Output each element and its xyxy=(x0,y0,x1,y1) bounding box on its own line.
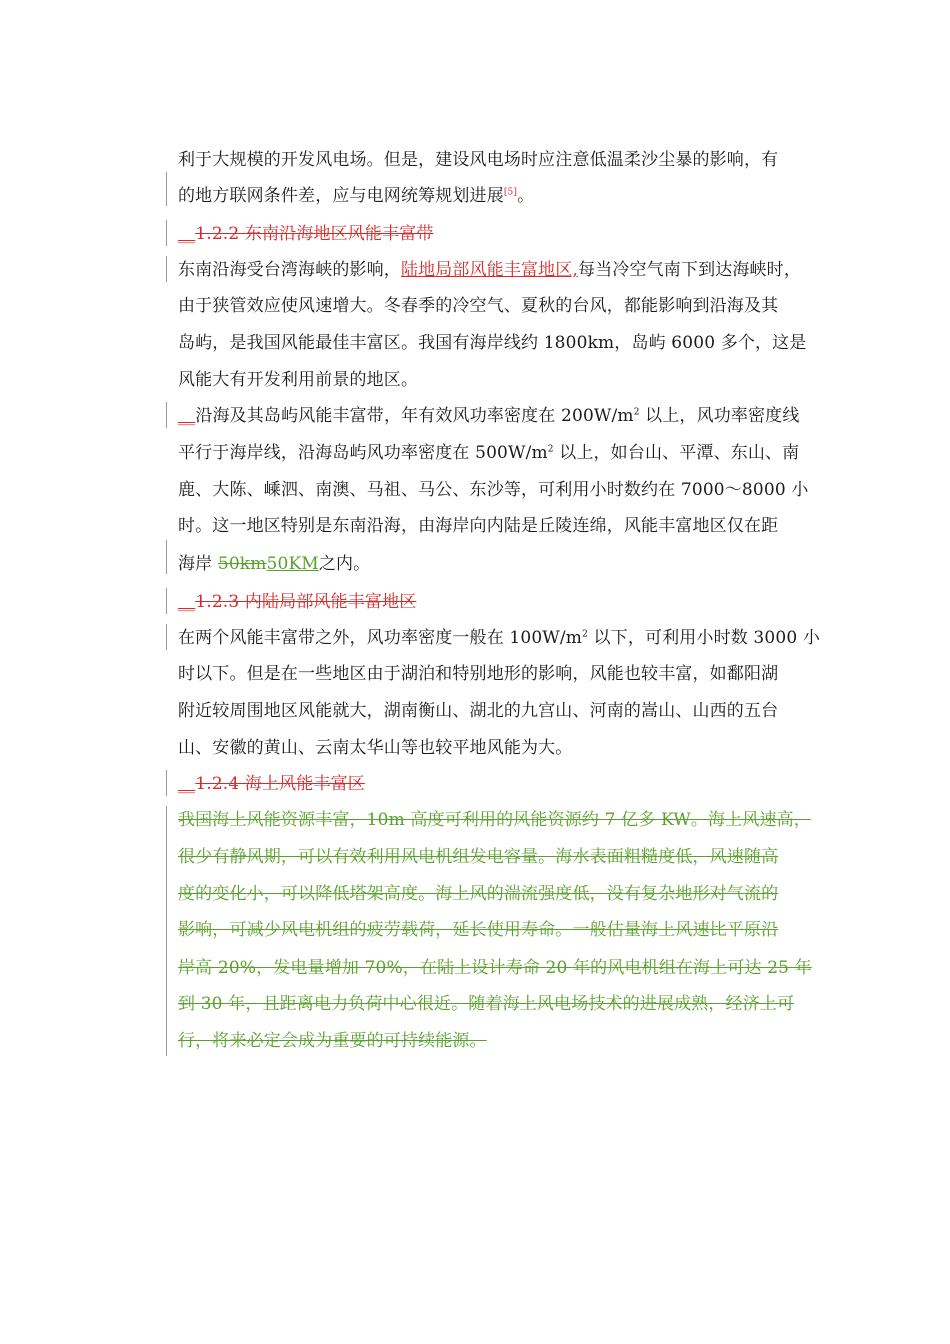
inserted-text: 陆地 xyxy=(400,260,436,280)
paragraph-line: 风能大有开发利用前景的地区。 xyxy=(178,370,419,390)
inserted-text: 局部风能丰富地区, xyxy=(435,260,579,280)
superscript: 2 xyxy=(633,407,640,418)
heading-1-2-3 xyxy=(178,592,868,612)
paragraph-line xyxy=(178,260,868,280)
text-run: 以上，如台山、平潭、东山、南 xyxy=(553,443,800,463)
heading-1-2-2 xyxy=(178,224,868,244)
deleted-paragraph-line: 岸高 20%，发电量增加 70%，在陆上设计寿命 20 年的风电机组在海上可达 25 年 xyxy=(178,958,812,978)
change-bar xyxy=(166,588,167,614)
change-bar xyxy=(166,402,167,428)
change-mark: __ xyxy=(178,774,196,794)
paragraph-line: 鹿、大陈、嵊泗、南澳、马祖、马公、东沙等，可利用小时数约在 7000～8000 小 xyxy=(178,480,809,500)
heading-1-2-4 xyxy=(178,774,868,794)
paragraph-line: 由于狭管效应使风速增大。冬春季的冷空气、夏秋的台风，都能影响到沿海及其 xyxy=(178,296,779,316)
change-bar xyxy=(166,806,167,1056)
text-run: 海岸 xyxy=(178,554,218,574)
deleted-paragraph-line: 度的变化小，可以降低塔架高度。海上风的湍流强度低，没有复杂地形对气流的 xyxy=(178,884,779,904)
deleted-paragraph-line: 很少有静风期，可以有效利用风电机组发电容量。海水表面粗糙度低，风速随高 xyxy=(178,847,779,867)
paragraph-line xyxy=(178,406,868,426)
change-mark: __ xyxy=(178,592,196,612)
change-bar xyxy=(166,256,167,282)
text-run: 每当冷空气南下到达海峡时， xyxy=(578,260,801,280)
text-run: 以上，风功率密度线 xyxy=(639,406,800,426)
deleted-paragraph-line: 影响，可减少风电机组的疲劳载荷，延长使用寿命。一般估量海上风速比平原沿 xyxy=(178,920,779,940)
text-run: 以下，可利用小时数 3000 小 xyxy=(587,628,820,648)
change-bar xyxy=(166,540,167,574)
paragraph-line xyxy=(178,443,868,463)
paragraph-line xyxy=(178,186,868,206)
paragraph-line xyxy=(178,628,868,648)
deleted-heading-text: 1.2.4 海上风能丰富区 xyxy=(195,774,365,794)
text-run: 。 xyxy=(517,186,535,206)
text-run: 沿海及其岛屿风能丰富带，年有效风功率密度在 200W/m xyxy=(195,406,634,426)
deleted-paragraph-line: 我国海上风能资源丰富，10m 高度可利用的风能资源约 7 亿多 KW。海上风速高， xyxy=(178,810,811,830)
paragraph-line: 时以下。但是在一些地区由于湖泊和特别地形的影响，风能也较丰富，如鄱阳湖 xyxy=(178,664,779,684)
change-bar xyxy=(166,172,167,206)
text-run: 在两个风能丰富带之外，风功率密度一般在 100W/m xyxy=(178,628,583,648)
deleted-heading-text: 1.2.3 内陆局部风能丰富地区 xyxy=(195,592,417,612)
paragraph-line: 山、安徽的黄山、云南太华山等也较平地风能为大。 xyxy=(178,738,573,758)
deleted-paragraph-line: 行，将来必定会成为重要的可持续能源。 xyxy=(178,1031,487,1051)
paragraph-line: 利于大规模的开发风电场。但是，建设风电场时应注意低温柔沙尘暴的影响，有 xyxy=(178,150,779,170)
paragraph-line: 附近较周围地区风能就大，湖南衡山、湖北的九宫山、河南的嵩山、山西的五台 xyxy=(178,701,779,721)
paragraph-line: 时。这一地区特别是东南沿海，由海岸向内陆是丘陵连绵，风能丰富地区仅在距 xyxy=(178,516,779,536)
change-mark: __ xyxy=(178,406,196,426)
paragraph-line xyxy=(178,554,868,574)
text-run: 东南沿海受台湾海峡的影响， xyxy=(178,260,401,280)
change-bar xyxy=(166,220,167,246)
inserted-text: 50KM xyxy=(266,554,319,574)
text-run: 的地方联网条件差，应与电网统筹规划进展 xyxy=(178,186,504,206)
change-bar xyxy=(166,770,167,796)
change-mark: __ xyxy=(178,224,196,244)
change-bar xyxy=(166,624,167,650)
paragraph-line: 岛屿，是我国风能最佳丰富区。我国有海岸线约 1800km，岛屿 6000 多个，这是 xyxy=(178,333,807,353)
text-run: 之内。 xyxy=(318,554,371,574)
citation-ref[interactable]: [5] xyxy=(503,187,518,198)
superscript: 2 xyxy=(582,629,588,640)
superscript: 2 xyxy=(547,444,554,455)
deleted-heading-text: 1.2.2 东南沿海地区风能丰富带 xyxy=(195,224,434,244)
deleted-text: 50km xyxy=(217,554,267,574)
deleted-paragraph-line: 到 30 年，且距离电力负荷中心很近。随着海上风电场技术的进展成熟，经济上可 xyxy=(178,994,795,1014)
text-run: 平行于海岸线，沿海岛屿风功率密度在 500W/m xyxy=(178,443,548,463)
